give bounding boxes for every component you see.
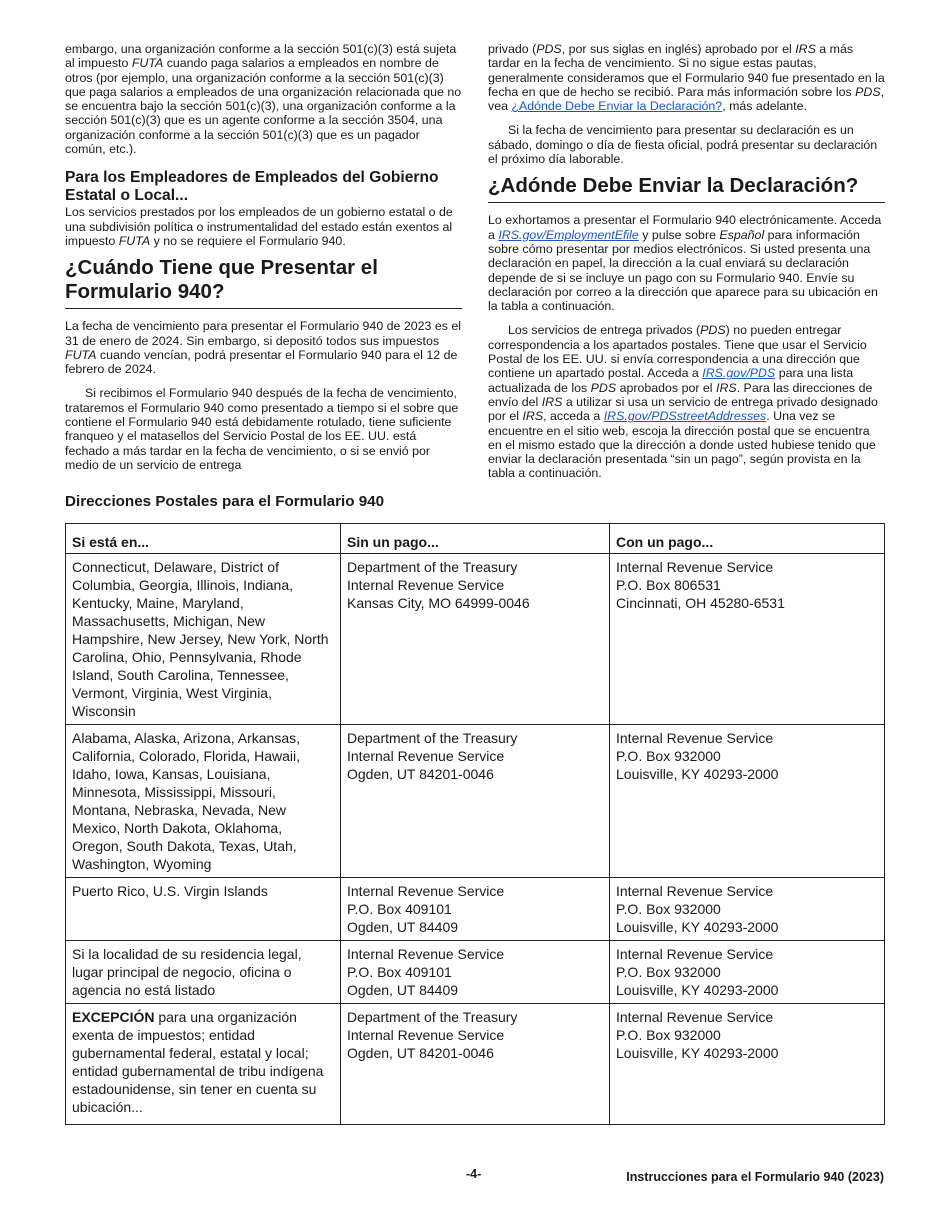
without-payment-cell: Internal Revenue Service P.O. Box 409101 Ogden, UT 84409 — [341, 941, 610, 1004]
paragraph-efile: Lo exhortamos a presentar el Formulario 940 electrónicamente. Acceda a IRS.gov/EmploymentEfile y pulse sobre Español para información sobre cómo presentar por medios electrónicos. Si usted presenta una declaración en papel, la dirección a la cual enviará su declaración depende de si se incluye un pago con su Formulario 940. Envíe su declaración por correo a la dirección que aparece para su ubicación en la tabla a continuación. — [488, 213, 882, 314]
without-payment-cell: Internal Revenue Service P.O. Box 409101 Ogden, UT 84409 — [341, 878, 610, 941]
exception-label: EXCEPCIÓN — [72, 1009, 155, 1025]
heading-when-to-file: ¿Cuándo Tiene que Presentar el Formulario 940? — [65, 256, 462, 309]
with-payment-cell: Internal Revenue Service P.O. Box 932000 Louisville, KY 40293-2000 — [610, 941, 885, 1004]
paragraph-late-filing: Si recibimos el Formulario 940 después de la fecha de vencimiento, trataremos el Formulario 940 como presentado a tiempo si el sobre que contiene el Formulario 940 está debidamente rotulado, tiene suficiente franqueo y el matasellos del Servicio Postal de los EE. UU. está fechado a más tardar en la fecha de vencimiento, o si se envió por medio de un servicio de entrega — [65, 386, 459, 472]
table-header-row — [66, 524, 885, 554]
header-location: Si está en... — [66, 524, 341, 554]
location-cell: EXCEPCIÓN para una organización exenta de impuestos; entidad gubernamental federal, estatal y local; entidad gubernamental de tribu indígena estadounidense, sin tener en cuenta su ubicación... — [66, 1004, 341, 1125]
link-where-to-file[interactable]: ¿Adónde Debe Enviar la Declaración? — [511, 99, 723, 114]
table-row — [66, 554, 885, 725]
table-title: Direcciones Postales para el Formulario 940 — [65, 493, 385, 510]
link-pds-street-addresses[interactable]: IRS.gov/PDSstreetAddresses — [603, 409, 767, 424]
header-without-payment: Sin un pago... — [341, 524, 610, 554]
location-cell: Si la localidad de su residencia legal, lugar principal de negocio, oficina o agencia no está listado — [66, 941, 341, 1004]
table-row — [66, 725, 885, 878]
paragraph-weekend: Si la fecha de vencimiento para presentar su declaración es un sábado, domingo o día de fiesta oficial, podrá presentar su declaración el próximo día laborable. — [488, 123, 878, 167]
footer-document-title: Instrucciones para el Formulario 940 (2023) — [626, 1170, 884, 1184]
paragraph-due-date: La fecha de vencimiento para presentar el Formulario 940 de 2023 es el 31 de enero de 2024. Sin embargo, si depositó todos sus impuestos FUTA cuando vencían, podrá presentar el Formulario 940 para el 12 de febrero de 2024. — [65, 319, 462, 377]
table-row — [66, 878, 885, 941]
with-payment-cell: Internal Revenue Service P.O. Box 932000 Louisville, KY 40293-2000 — [610, 1004, 885, 1125]
link-employment-efile[interactable]: IRS.gov/EmploymentEfile — [498, 227, 639, 242]
with-payment-cell: Internal Revenue Service P.O. Box 932000 Louisville, KY 40293-2000 — [610, 878, 885, 941]
without-payment-cell: Department of the Treasury Internal Revenue Service Ogden, UT 84201-0046 — [341, 725, 610, 878]
with-payment-cell: Internal Revenue Service P.O. Box 806531 Cincinnati, OH 45280-6531 — [610, 554, 885, 725]
right-column — [488, 42, 885, 481]
table-row — [66, 941, 885, 1004]
location-cell: Connecticut, Delaware, District of Columbia, Georgia, Illinois, Indiana, Kentucky, Maine, Maryland, Massachusetts, Michigan, New Hampshire, New Jersey, New York, North Carolina, Ohio, Pennsylvania, Rhode Island, South Carolina, Tennessee, Vermont, Virginia, West Virginia, Wisconsin — [66, 554, 341, 725]
location-cell: Puerto Rico, U.S. Virgin Islands — [66, 878, 341, 941]
paragraph-private-delivery: Los servicios de entrega privados (PDS) no pueden entregar correspondencia a los apartados postales. Tiene que usar el Servicio Postal de los EE. UU. si envía correspondencia a una dirección que contiene un apartado postal. Acceda a IRS.gov/PDS para una lista actualizada de los PDS aprobados por el IRS. Para las direcciones de envío del IRS a utilizar si usa un servicio de entrega privado designado por el IRS, acceda a IRS.gov/PDSstreetAddresses. Una vez se encuentre en el sitio web, escoja la dirección postal que se encuentra en el mismo estado que la dirección a donde usted hubiese tenido que enviar la declaración presentada “sin un pago”, según provista en la tabla a continuación. — [488, 323, 878, 481]
paragraph-pds-continued: privado (PDS, por sus siglas en inglés) aprobado por el IRS a más tardar en la fecha de vencimiento. Si no sigue estas pautas, generalmente consideramos que el Formulario 940 fue presentado en la fecha en que de hecho se recibió. Para más información sobre los PDS, vea ¿Adónde Debe Enviar la Declaración?, más adelante. — [488, 42, 885, 114]
header-with-payment: Con un pago... — [610, 524, 885, 554]
page-number: -4- — [466, 1167, 482, 1181]
with-payment-cell: Internal Revenue Service P.O. Box 932000 Louisville, KY 40293-2000 — [610, 725, 885, 878]
without-payment-cell: Department of the Treasury Internal Revenue Service Kansas City, MO 64999-0046 — [341, 554, 610, 725]
paragraph-501c3-continued: embargo, una organización conforme a la sección 501(c)(3) está sujeta al impuesto FUTA cuando paga salarios a empleados en nombre de otros (por ejemplo, una organización conforme a la sección 501(c)(3) que paga salarios a empleados de una organización relacionada que no se encuentra bajo la sección 501(c)(3), una organización conforme a la sección 501(c)(3) que es un agente conforme a la sección 3504, una organización conforme a la sección 501(c)(3) que es un pagador común, etc.). — [65, 42, 462, 157]
location-cell: Alabama, Alaska, Arizona, Arkansas, California, Colorado, Florida, Hawaii, Idaho, Iowa, Kansas, Louisiana, Minnesota, Mississippi, Missouri, Montana, Nebraska, Nevada, New Mexico, North Dakota, Oklahoma, Oregon, South Dakota, Texas, Utah, Washington, Wyoming — [66, 725, 341, 878]
paragraph-state-local-government: Los servicios prestados por los empleados de un gobierno estatal o de una subdivisión política o instrumentalidad del estado están exentos al impuesto FUTA y no se requiere el Formulario 940. — [65, 205, 453, 248]
without-payment-cell: Department of the Treasury Internal Revenue Service Ogden, UT 84201-0046 — [341, 1004, 610, 1125]
heading-state-local-government: Para los Empleadores de Empleados del Gobierno Estatal o Local... — [65, 169, 439, 205]
heading-where-to-file: ¿Adónde Debe Enviar la Declaración? — [488, 174, 885, 203]
table-row — [66, 1004, 885, 1125]
left-column — [65, 42, 462, 472]
link-irs-pds[interactable]: IRS.gov/PDS — [702, 366, 776, 381]
mailing-address-table — [65, 523, 885, 1125]
